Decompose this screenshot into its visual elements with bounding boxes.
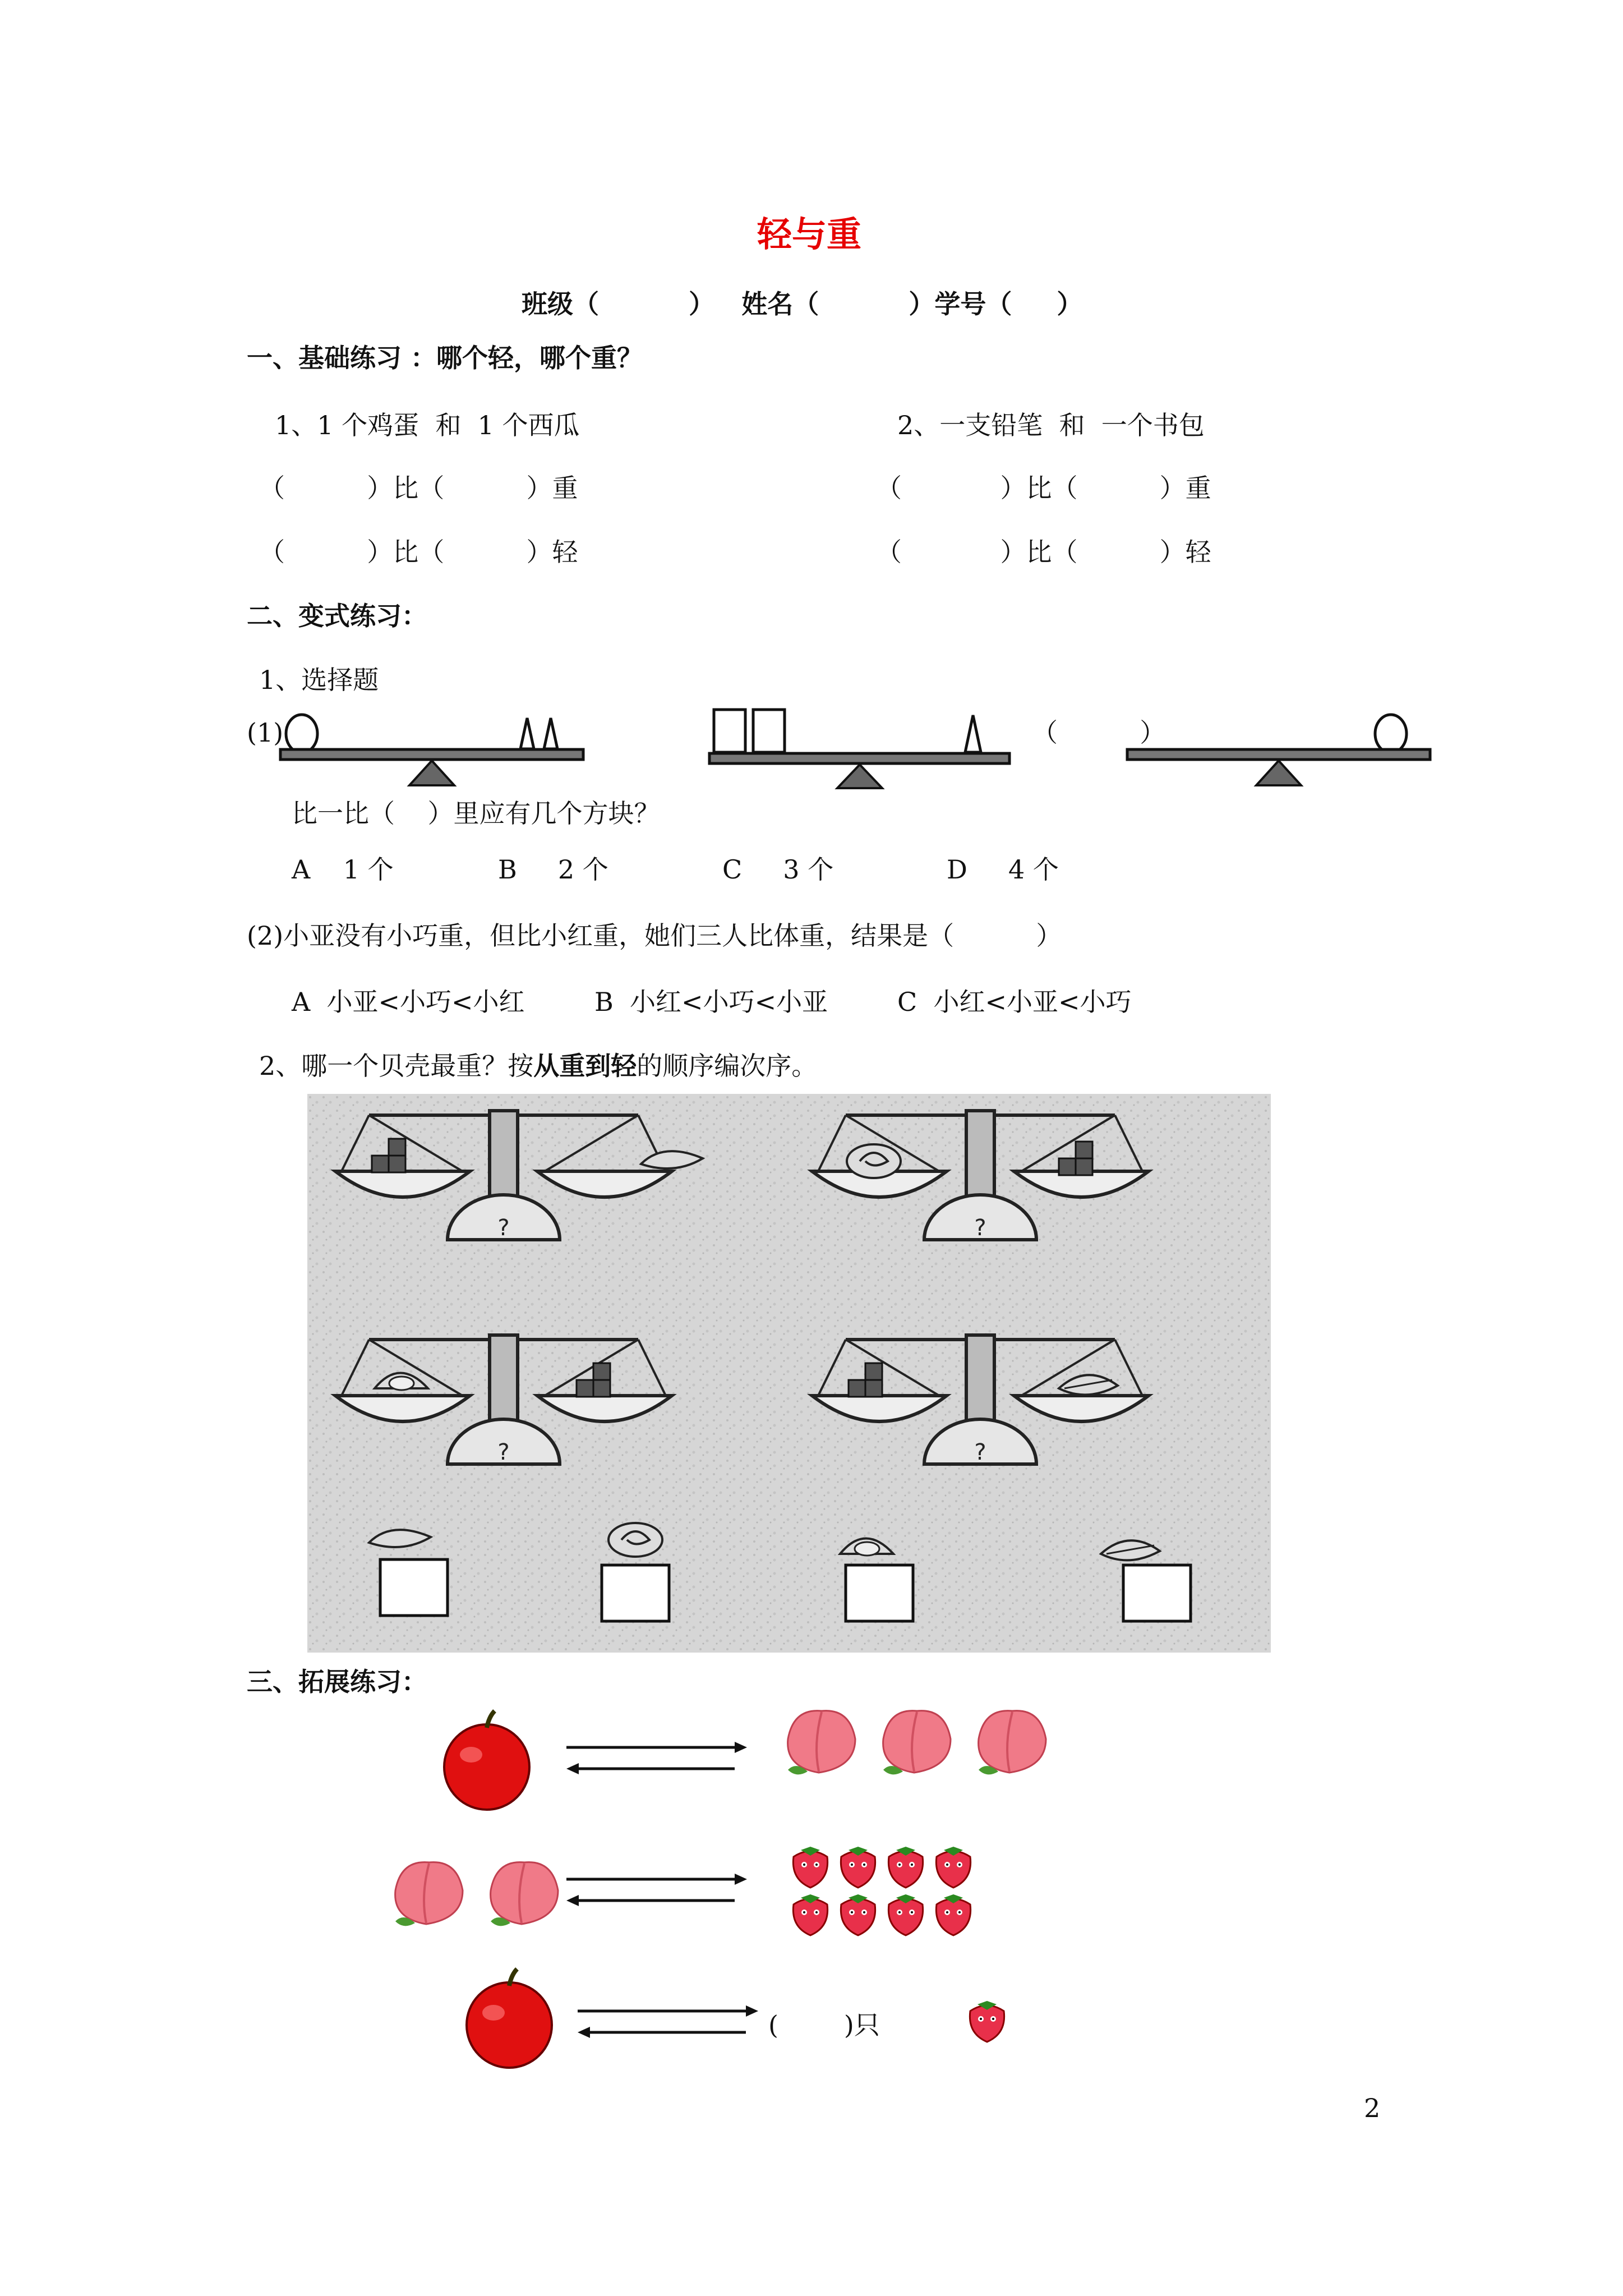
q1-option-c: C 3 个 (722, 854, 834, 885)
balance-blank-vs-circle (1127, 707, 1441, 802)
blank-paren: （ ） (1032, 717, 1166, 748)
q1-option-a: A 1 个 (292, 854, 394, 885)
peach-icon (976, 1705, 1049, 1778)
q1-option-b: B 2 个 (498, 854, 608, 885)
strawberry-icon (791, 1846, 830, 1889)
answer-blank: ( )只 (768, 2010, 880, 2040)
q2-option-b: B 小红<小巧<小亚 (594, 987, 828, 1017)
q1-question: 比一比（ ）里应有几个方块？ (292, 798, 660, 829)
q2-heavy-line: （ ）比（ ）重 (876, 473, 1211, 503)
q1-option-d: D 4 个 (947, 854, 1059, 885)
q1-heavy-line: （ ）比（ ）重 (259, 473, 578, 503)
q1-light-line: （ ）比（ ）轻 (259, 537, 578, 567)
strawberry-icon (886, 1846, 925, 1889)
strawberry-icon (934, 1893, 973, 1937)
q2-label: 2、一支铅笔 和 一个书包 (897, 410, 1205, 440)
q1-marker: (1) (247, 717, 284, 748)
strawberry-icon (838, 1893, 878, 1937)
equivalence-arrows-icon (566, 1742, 751, 1781)
peach-icon (488, 1857, 561, 1930)
strawberry-icon (886, 1893, 925, 1937)
apple-icon (465, 1969, 555, 2070)
q2-light-line: （ ）比（ ）轻 (876, 537, 1211, 567)
q2-question: (2)小亚没有小巧重，但比小红重，她们三人比体重，结果是（ ） (247, 921, 1062, 951)
peach-icon (393, 1857, 465, 1930)
shell-balance-figure (307, 1094, 1271, 1653)
strawberry-icon (791, 1893, 830, 1937)
student-info-line: 班级（ ） 姓名（ ）学号（ ） (522, 289, 1083, 319)
q1-label: 1、1 个鸡蛋 和 1 个西瓜 (275, 410, 580, 440)
page-number: 2 (1364, 2093, 1381, 2123)
q2-option-a: A 小亚<小巧<小红 (292, 987, 525, 1017)
peach-icon (880, 1705, 953, 1778)
apple-icon (443, 1711, 533, 1812)
section1-heading: 一、基础练习 ：哪个轻，哪个重？ (247, 343, 643, 373)
q2-option-c: C 小红<小亚<小巧 (897, 987, 1132, 1017)
page-title: 轻与重 (757, 214, 862, 255)
strawberry-icon (934, 1846, 973, 1889)
shell-question: 2、哪一个贝壳最重？按从重到轻的顺序编次序。 (259, 1051, 818, 1081)
peach-icon (785, 1705, 858, 1778)
equivalence-arrows-icon (578, 2005, 763, 2045)
balance-circle-vs-cones (280, 707, 594, 802)
section2-heading: 二、变式练习： (247, 601, 427, 631)
strawberry-icon (967, 2000, 1007, 2044)
choice-subheading: 1、选择题 (259, 665, 379, 695)
balance-squares-vs-cone (709, 704, 1023, 805)
section3-heading: 三、拓展练习： (247, 1667, 427, 1697)
equivalence-arrows-icon (566, 1874, 751, 1913)
strawberry-icon (838, 1846, 878, 1889)
